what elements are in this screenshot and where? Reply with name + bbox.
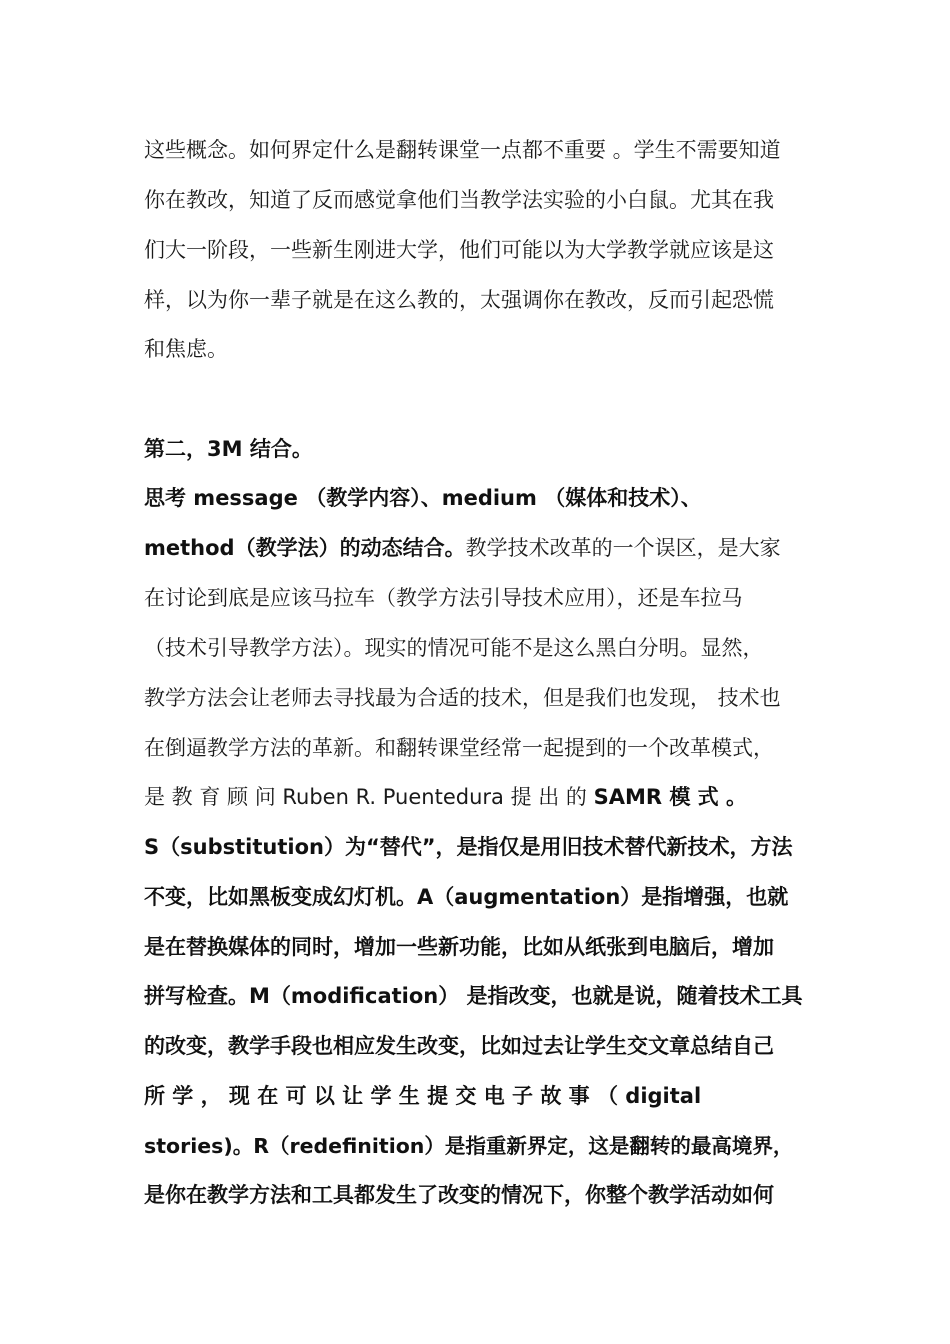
paragraph-2-line-6: 在倒逼教学方法的革新。和翻转课堂经常一起提到的一个改革模式， — [144, 736, 774, 760]
paragraph-1-line-3: 们大一阶段，一些新生刚进大学，他们可能以为大学教学就应该是这 — [144, 238, 774, 262]
paragraph-2-line-7 — [144, 777, 806, 817]
samr-line-5: 的改变，教学手段也相应发生改变，比如过去让学生交文章总结自己 — [144, 1034, 774, 1058]
paragraph-1-line-1: 这些概念。如何界定什么是翻转课堂一点都不重要 。学生不需要知道 — [144, 138, 781, 162]
section-heading: 第二，3M 结合。 — [144, 437, 313, 461]
paragraph-2-line-3: 在讨论到底是应该马拉车（教学方法引导技术应用），还是车拉马 — [144, 586, 743, 610]
paragraph-2-line-4: （技术引导教学方法）。现实的情况可能不是这么黑白分明。显然， — [144, 636, 764, 660]
paragraph-2-line-1: 思考 message （教学内容）、medium （媒体和技术）、 — [144, 486, 702, 510]
samr-line-2: 不变，比如黑板变成幻灯机。A（augmentation）是指增强，也就 — [144, 885, 789, 909]
paragraph-2-line-2-normal: 教学技术改革的一个误区，是大家 — [465, 536, 781, 560]
paragraph-2-line-7-bold: SAMR 模 式 。 — [593, 785, 747, 809]
paragraph-2-line-7-normal: 是 教 育 顾 问 Ruben R. Puentedura 提 出 的 — [144, 785, 587, 809]
samr-line-6: 所 学 ， 现 在 可 以 让 学 生 提 交 电 子 故 事 （ digital — [144, 1084, 702, 1108]
paragraph-1-line-2: 你在教改，知道了反而感觉拿他们当教学法实验的小白鼠。尤其在我 — [144, 188, 774, 212]
paragraph-1-line-5: 和焦虑。 — [144, 337, 228, 361]
samr-line-4: 拼写检查。M（modification） 是指改变，也就是说，随着技术工具 — [144, 984, 803, 1008]
samr-line-3: 是在替换媒体的同时，增加一些新功能，比如从纸张到电脑后，增加 — [144, 935, 774, 959]
samr-line-7: stories)。R（redefinition）是指重新界定，这是翻转的最高境界， — [144, 1134, 794, 1158]
paragraph-2-line-5: 教学方法会让老师去寻找最为合适的技术，但是我们也发现， 技术也 — [144, 686, 781, 710]
paragraph-1-line-4: 样，以为你一辈子就是在这么教的，太强调你在教改，反而引起恐慌 — [144, 288, 774, 312]
paragraph-2-line-2 — [144, 528, 806, 568]
samr-line-8: 是你在教学方法和工具都发生了改变的情况下，你整个教学活动如何 — [144, 1183, 774, 1207]
samr-line-1: S（substitution）为“替代”，是指仅是用旧技术替代新技术，方法 — [144, 835, 793, 859]
paragraph-2-line-2-bold: method（教学法）的动态结合。 — [144, 536, 466, 560]
